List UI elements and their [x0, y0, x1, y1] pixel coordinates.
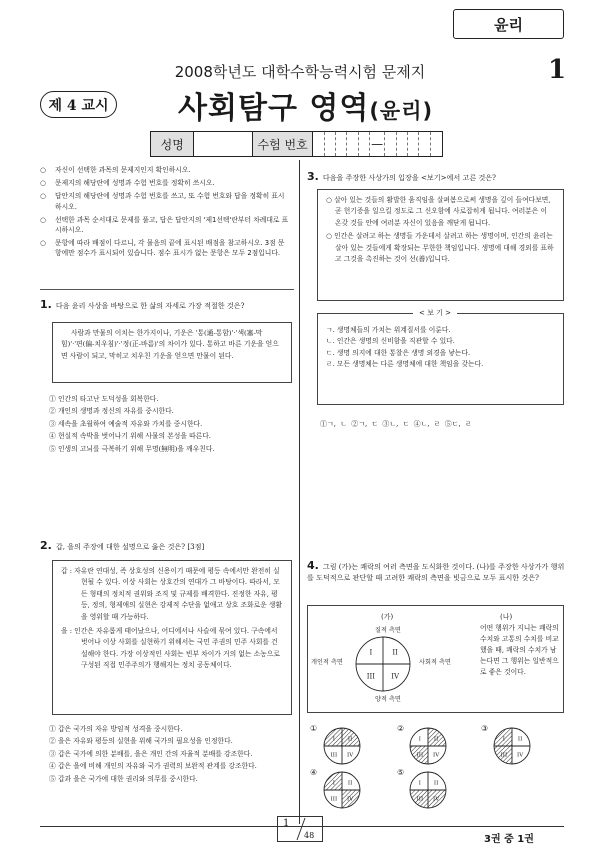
- quadrant-numeral: I: [418, 736, 421, 743]
- option-mark-1[interactable]: ①: [310, 724, 318, 733]
- bogi-item: ㄷ. 생명 의지에 대한 통찰은 생명 외경을 낳는다.: [326, 348, 471, 357]
- option-mark-5[interactable]: ⑤: [397, 768, 405, 777]
- quadrant-numeral: I: [332, 780, 335, 787]
- quadrant-numeral: I: [332, 736, 335, 743]
- instruction-item: ○ 답안지의 해당란에 성명과 수험 번호를 쓰고, 또 수험 번호와 답을 정확히 표시하시오.: [40, 191, 290, 211]
- figure-ga-label: (가): [381, 613, 394, 621]
- answer-option-circles: [324, 728, 530, 808]
- choice-2[interactable]: ② 을은 자유와 평등의 실현을 위해 국가의 필요성을 인정한다.: [49, 737, 233, 746]
- axis-label-bottom: 양적 측면: [375, 696, 401, 703]
- option-circle-2: [410, 728, 446, 764]
- choice-5[interactable]: ⑤ 인생의 고뇌를 극복하기 위해 무명(無明)을 깨우친다.: [49, 444, 215, 453]
- question-3-choices[interactable]: ①ㄱ, ㄴ ②ㄱ, ㄷ ③ㄴ, ㄷ ④ㄴ, ㄹ ⑤ㄷ, ㄹ: [320, 420, 472, 428]
- exam-number-label: 수험 번호: [253, 132, 313, 156]
- passage-paragraph-2: ○ 인간은 살려고 하는 생명들 가운데서 살려고 하는 생명이며, 인간의 윤리는 살아 있는 것들에게 확장되는 무한한 책임입니다. 생명에 대해 경외를 표하고 그것을 촉진하는 것이 선(善)입니다.: [326, 232, 554, 264]
- quadrant-numeral: II: [347, 736, 353, 743]
- question-1-number: 1.: [40, 298, 52, 311]
- quadrant-numeral: III: [330, 752, 338, 759]
- figure-na-label: (나): [500, 613, 513, 621]
- passage-eul: 을 : 인간은 자유롭게 태어났으나, 어디에서나 사슬에 묶여 있다. 구속에서 벗어나 이상 사회를 실현하기 위해서는 국민 주권의 민주 사회를 건설해야 한다. 가장 이상적인 사회는 빈부 차이가 거의 없는 소농으로 구성된 직접 민주주의가 행해지는 정치 공동체이다.: [61, 627, 280, 670]
- choice-2[interactable]: ② 개인의 생명과 정신의 자유를 중시한다.: [49, 407, 174, 416]
- quadrant-numeral: IV: [433, 752, 440, 759]
- quadrant-numeral: III: [416, 752, 424, 759]
- choice-1[interactable]: ① 갑은 국가의 자유 방임적 성격을 중시한다.: [49, 725, 183, 733]
- bogi-item: ㄱ. 생명체들의 가치는 위계질서를 이룬다.: [326, 326, 451, 334]
- quadrant-numeral: II: [392, 648, 398, 657]
- question-4-text: 그림 (가)는 쾌락의 여러 측면을 도식화한 것이다. (나)를 주장한 사상가가 행위를 도덕적으로 판단할 때 고려한 쾌락의 측면을 빗금으로 모두 표시한 것은?: [307, 562, 565, 582]
- option-circle-1: [324, 728, 360, 764]
- figure-na-text: 어떤 행위가 지니는 쾌락의 수치와 고통의 수치를 비교했을 때, 쾌락의 수치가 남는다면 그 행위는 일반적으로 좋은 것이다.: [480, 624, 559, 676]
- exam-title: 2008학년도 대학수학능력시험 문제지: [174, 63, 426, 81]
- subject-tab: 윤리: [453, 9, 564, 39]
- bogi-title: < 보 기 >: [413, 308, 457, 318]
- question-3-number: 3.: [307, 170, 319, 183]
- quadrant-numeral: IV: [347, 796, 354, 803]
- passage-paragraph-1: ○ 살아 있는 것들의 활발한 움직임을 살펴봄으로써 생명을 깊이 들여다보면, 곧 헌기증을 일으킬 정도로 그 신오함에 사로잡히게 됩니다. 여러분은 이 온갖 것들 안에 여러분 자신이 있음을 깨닫게 됩니다.: [326, 196, 551, 227]
- main-circle: [356, 637, 410, 691]
- bogi-item: ㄴ. 인간은 생명의 신비함을 직관할 수 있다.: [326, 337, 455, 346]
- option-mark-4[interactable]: ④: [310, 768, 318, 777]
- quadrant-numeral: III: [366, 672, 375, 681]
- choice-3[interactable]: ③ 세속을 초월하여 예술적 자유와 가치를 중시한다.: [49, 419, 203, 428]
- quadrant-numeral: IV: [517, 752, 524, 759]
- axis-label-top: 질적 측면: [375, 627, 401, 634]
- name-label: 성명: [151, 132, 194, 156]
- quadrant-numeral: I: [502, 736, 505, 743]
- quadrant-numeral: IV: [391, 672, 400, 681]
- quadrant-numeral: IV: [433, 796, 440, 803]
- exam-number-dash: —: [370, 132, 385, 156]
- page-number: 1: [548, 55, 567, 85]
- subject-title-main: 사회탐구 영역: [178, 91, 370, 126]
- option-circle-4: [324, 772, 360, 808]
- instruction-item: ○ 자신이 선택한 과목의 문제지인지 확인하시오.: [40, 165, 290, 175]
- question-1-passage: 사람과 만물의 이치는 한가지이나, 기운은 '통(通-통함)'·'색(塞-막힘)'·'편(偏-치우침)'·'정(正-바름)'의 차이가 있다. 통하고 바른 기운을 얻으면 사람이 되고, 막히고 치우친 기운을 얻으면 만물이 된다.: [52, 322, 292, 383]
- quadrant-numeral: III: [330, 796, 338, 803]
- page-current: 1: [283, 818, 290, 829]
- choice-3[interactable]: ③ 갑은 국가에 의한 분배를, 을은 개인 간의 자율적 분배를 강조한다.: [49, 749, 253, 758]
- instruction-item: ○ 문항에 따라 배점이 다르니, 각 물음의 끝에 표시된 배점을 참고하시오. 3점 문항에만 점수가 표시되어 있습니다. 점수 표시가 없는 문항은 모두 2점입니다.: [40, 238, 290, 258]
- instruction-item: ○ 문제지의 해당란에 성명과 수험 번호를 정확히 쓰시오.: [40, 178, 290, 188]
- quadrant-numeral: I: [418, 780, 421, 787]
- question-3-text: 다음을 주장한 사상가의 입장을 <보기>에서 고른 것은?: [322, 173, 496, 182]
- choice-4[interactable]: ④ 현실적 속박을 벗어나기 위해 사물의 본성을 따른다.: [49, 432, 211, 441]
- passage-gap: 갑 : 자유란 연대성, 즉 상호성의 신용이기 때문에 평등 속에서만 완전히 실현될 수 있다. 이상 사회는 상호간의 연대가 그 바탕이다. 따라서, 모든 형태의 정치적 권위와 조직 및 규제를 배격한다. 진정한 자유, 평등, 정의, 형제애의 실현은 강제적 수단을 없애고 상호 조화로운 생활을 영위할 때 가능하다.: [61, 567, 283, 621]
- subject-title-paren: (윤리): [369, 99, 434, 123]
- quadrant-numeral: III: [416, 796, 424, 803]
- choice-5[interactable]: ⑤ 갑과 을은 국가에 대한 권리와 의무를 중시한다.: [49, 774, 198, 783]
- option-circle-5: [410, 772, 446, 808]
- main-quadrant-circle: [356, 637, 410, 691]
- question-1-text: 다음 윤리 사상을 바탕으로 한 삶의 자세로 가장 적절한 것은?: [55, 301, 245, 310]
- page-total: 48: [304, 831, 315, 840]
- axis-label-left: 개인적 측면: [311, 659, 343, 666]
- quadrant-numeral: III: [500, 752, 508, 759]
- quadrant-numeral: II: [517, 736, 523, 743]
- instruction-item: ○ 선택한 과목 순서대로 문제를 풀고, 답은 답안지의 '제1선택'란부터 차례대로 표시하시오.: [40, 215, 290, 235]
- axis-label-right: 사회적 측면: [419, 659, 451, 666]
- quadrant-numeral: I: [369, 648, 373, 657]
- option-mark-2[interactable]: ②: [397, 724, 405, 733]
- choice-4[interactable]: ④ 갑은 을에 비해 개인의 자유와 국가 권력의 보완적 관계를 강조한다.: [49, 762, 257, 771]
- option-circle-3: [494, 728, 530, 764]
- question-2-number: 2.: [40, 539, 52, 552]
- choice-1[interactable]: ① 인간의 타고난 도덕성을 회복한다.: [49, 395, 159, 403]
- quadrant-numeral: II: [433, 780, 439, 787]
- quadrant-numeral: II: [347, 780, 353, 787]
- question-2-text: 갑, 을의 주장에 대한 설명으로 옳은 것은? [3점]: [55, 542, 205, 551]
- exam-period: 제 4 교시: [40, 91, 117, 118]
- question-4-number: 4.: [307, 559, 319, 572]
- bogi-item: ㄹ. 모든 생명체는 다른 생명체에 대한 책임을 갖는다.: [326, 360, 484, 369]
- quadrant-numeral: II: [433, 736, 439, 743]
- quadrant-numeral: IV: [347, 752, 354, 759]
- volume-label: 3권 중 1권: [484, 834, 534, 845]
- option-mark-3[interactable]: ③: [481, 724, 489, 733]
